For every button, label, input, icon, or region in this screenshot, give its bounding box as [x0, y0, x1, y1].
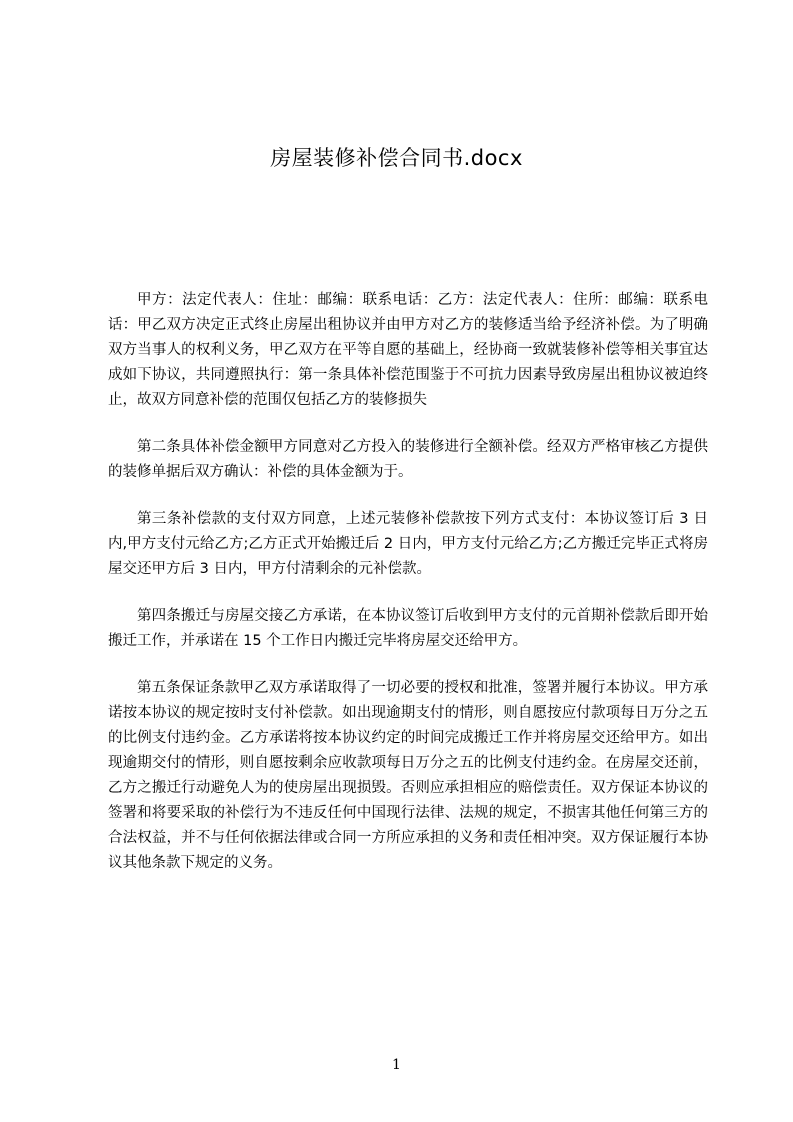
paragraph-article-4: 第四条搬迁与房屋交接乙方承诺，在本协议签订后收到甲方支付的元首期补偿款后即开始搬迁工作，并承诺在 15 个工作日内搬迁完毕将房屋交还给甲方。: [108, 608, 708, 649]
page-number: 1: [392, 1057, 401, 1073]
paragraph-article-3: 第三条补偿款的支付双方同意，上述元装修补偿款按下列方式支付：本协议签订后 3 日内,甲方支付元给乙方;乙方正式开始搬迁后 2 日内，甲方支付元给乙方;乙方搬迁完毕正式将房屋交还甲方后 3 日内，甲方付清剩余的元补偿款。: [108, 511, 708, 577]
paragraph-article-5: 第五条保证条款甲乙双方承诺取得了一切必要的授权和批准，签署并履行本协议。甲方承诺按本协议的规定按时支付补偿款。如出现逾期支付的情形，则自愿按应付款项每日万分之五的比例支付违约金。乙方承诺将按本协议约定的时间完成搬迁工作并将房屋交还给甲方。如出现逾期交付的情形，则自愿按剩余应收款项每日万分之五的比例支付违约金。在房屋交还前，乙方之搬迁行动避免人为的使房屋出现损毁。否则应承担相应的赔偿责任。双方保证本协议的签署和将要采取的补偿行为不违反任何中国现行法律、法规的规定，不损害其他任何第三方的合法权益，并不与任何依据法律或合同一方所应承担的义务和责任相冲突。双方保证履行本协议其他条款下规定的义务。: [108, 680, 708, 871]
document-body: [108, 288, 708, 898]
document-title: 房屋装修补偿合同书.docx: [270, 146, 523, 170]
paragraph-article-2: 第二条具体补偿金额甲方同意对乙方投入的装修进行全额补偿。经双方严格审核乙方提供的装修单据后双方确认：补偿的具体金额为于。: [108, 439, 708, 480]
paragraph-parties: 甲方：法定代表人：住址：邮编：联系电话：乙方：法定代表人：住所：邮编：联系电话：甲乙双方决定正式终止房屋出租协议并由甲方对乙方的装修适当给予经济补偿。为了明确双方当事人的权利义务，甲乙双方在平等自愿的基础上，经协商一致就装修补偿等相关事宜达成如下协议，共同遵照执行：第一条具体补偿范围鉴于不可抗力因素导致房屋出租协议被迫终止，故双方同意补偿的范围仅包括乙方的装修损失: [108, 292, 708, 408]
